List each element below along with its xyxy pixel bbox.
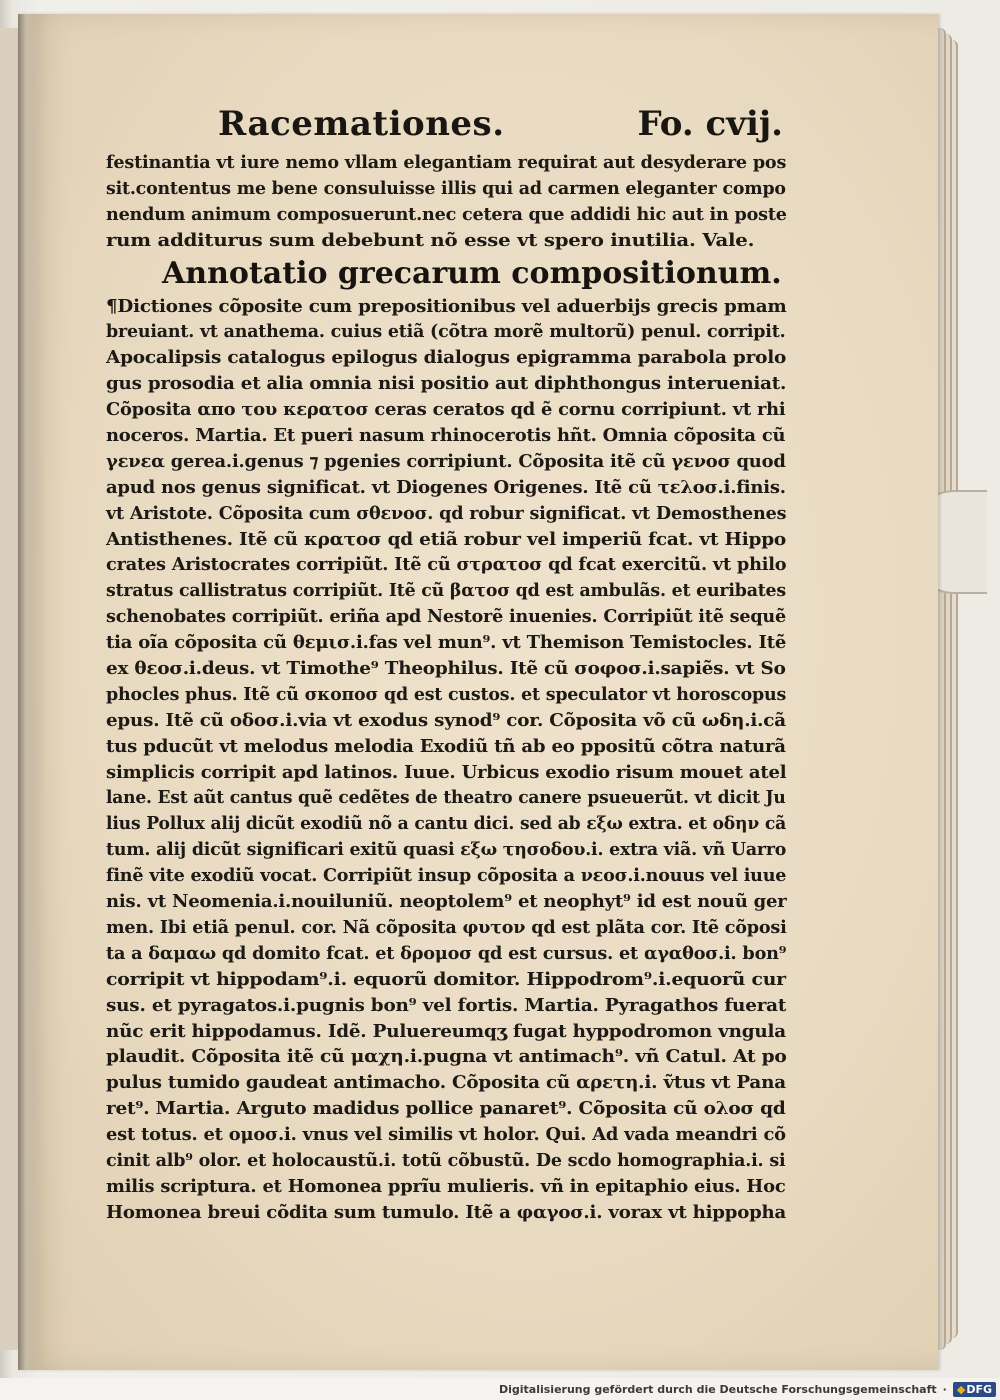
text-line: apud nos genus significat. vt Diogenes Origenes. Itẽ cũ τελοσ.i.finis. — [106, 476, 786, 498]
text-line: sit.contentus me bene consuluisse illis qui ad carmen eleganter compo — [106, 177, 786, 199]
text-line: tum. alij dicũt significari exitũ quasi εξω τησοδου.i. extra viã. vñ Uarro — [106, 839, 787, 861]
text-line: Antisthenes. Itẽ cũ κρατοσ qd etiã robur vel imperiũ fcat. vt Hippo — [106, 528, 786, 550]
running-head — [218, 104, 783, 148]
text-line: lius Pollux alij dicũt exodiũ nõ a cantu dici. sed ab εξω extra. et οδην cã — [106, 813, 787, 835]
text-line: finẽ vite exodiũ vocat. Corripiũt insup cõposita a νεοσ.i.nouus vel iuue — [106, 865, 787, 887]
text-line: est totus. et ομοσ.i. vnus vel similis vt holor. Qui. Ad vada meandri cõ — [106, 1124, 786, 1146]
footer-separator: · — [942, 1382, 947, 1396]
text-line: gus prosodia et alia omnia nisi positio aut diphthongus interueniat. — [106, 373, 787, 395]
funding-notice: Digitalisierung gefördert durch die Deutsche Forschungsgemeinschaft — [498, 1382, 937, 1396]
text-line: crates Aristocrates corripiũt. Itẽ cũ στρατοσ qd fcat exercitũ. vt philo — [106, 554, 787, 576]
text-line: sus. et pyragatos.i.pugnis bon⁹ vel fortis. Martia. Pyragathos fuerat — [106, 994, 787, 1016]
text-line: schenobates corripiũt. eriña apd Nestorẽ inuenies. Corripiũt itẽ sequẽ — [106, 606, 787, 628]
text-line: ex θεοσ.i.deus. vt Timothe⁹ Theophilus. Itẽ cũ σοφοσ.i.sapiẽs. vt So — [106, 658, 786, 680]
text-line: plaudit. Cõposita itẽ cũ μαχη.i.pugna vt antimach⁹. vñ Catul. At po — [106, 1046, 787, 1068]
dfg-mark-icon: ◆ — [956, 1382, 966, 1396]
text-line: Apocalipsis catalogus epilogus dialogus epigramma parabola prolo — [106, 347, 787, 369]
text-line: pulus tumido gaudeat antimacho. Cõposita cũ αρετη.i. ṽtus vt Pana — [106, 1072, 786, 1094]
dfg-logo-text: DFG — [966, 1382, 992, 1396]
text-line: γενεα gerea.i.genus ⁊ pgenies corripiunt. Cõposita itẽ cũ γενοσ quod — [106, 450, 786, 472]
text-line: nis. vt Neomenia.i.nouiluniũ. neoptolem⁹ et neophyt⁹ id est nouũ ger — [106, 891, 787, 913]
running-title: Racemationes. — [218, 104, 505, 144]
paragraph-before-heading — [106, 150, 786, 254]
text-line: festinantia vt iure nemo vllam elegantiam requirat aut desyderare pos — [106, 152, 787, 173]
text-line: phocles phus. Itẽ cũ σκοποσ qd est custos. et speculator vt horoscopus — [106, 683, 787, 705]
text-line: men. Ibi etiã penul. cor. Nã cõposita φυτον qd est plãta cor. Itẽ cõposi — [106, 916, 787, 938]
text-line: nendum animum composuerunt.nec cetera que addidi hic aut in poste — [106, 203, 787, 225]
text-line: lane. Est aũt cantus quẽ cedẽtes de theatro canere psueuerũt. vt dicit Ju — [106, 787, 786, 809]
text-line: cinit alb⁹ olor. et holocaustũ.i. totũ cõbustũ. De scdo homographia.i. si — [106, 1149, 786, 1171]
text-line: tus pducũt vt melodus melodia Exodiũ tñ ab eo ppositũ cõtra naturã — [106, 735, 786, 757]
section-heading: Annotatio grecarum compositionum. — [162, 255, 782, 291]
text-line: ta a δαμαω qd domito fcat. et δρομοσ qd est cursus. et αγαθοσ.i. bon⁹ — [106, 942, 787, 964]
folio-number: Fo. cvij. — [637, 104, 783, 144]
text-line: nũc erit hippodamus. Idẽ. Puluereumqʒ fugat hyppodromon vngula — [106, 1020, 786, 1042]
text-line: ret⁹. Martia. Arguto madidus pollice panaret⁹. Cõposita cũ ολοσ qd — [106, 1098, 786, 1120]
text-line: rum additurus sum debebunt nõ esse vt spero inutilia. Vale. — [106, 229, 755, 251]
footer-bar — [0, 1378, 1000, 1400]
text-line: tia oĩa cõposita cũ θεμισ.i.fas vel mun⁹. vt Themison Temistocles. Itẽ — [106, 632, 787, 654]
text-block — [106, 150, 786, 1226]
text-line: Cõposita απο του κερατοσ ceras ceratos qd ẽ cornu corripiunt. vt rhi — [106, 399, 786, 421]
text-line: simplicis corripit apd latinos. Iuue. Urbicus exodio risum mouet atel — [106, 761, 787, 783]
text-line: epus. Itẽ cũ οδοσ.i.via vt exodus synod⁹ cor. Cõposita võ cũ ωδη.i.cã — [106, 709, 786, 731]
text-line: Homonea breui cõdita sum tumulo. Itẽ a φαγοσ.i. vorax vt hippopha — [106, 1201, 787, 1223]
text-line: vt Aristote. Cõposita cum σθενοσ. qd robur significat. vt Demosthenes — [106, 502, 787, 524]
paragraph-after-heading — [106, 294, 786, 1226]
text-line: ¶Dictiones cõposite cum prepositionibus vel aduerbijs grecis pmam — [106, 295, 787, 317]
text-line: breuiant. vt anathema. cuius etiã (cõtra morẽ multorũ) penul. corripit. — [106, 321, 786, 343]
text-line: stratus callistratus corripiũt. Itẽ cũ βατοσ qd est ambulãs. et euribates — [106, 580, 786, 602]
dfg-logo-icon[interactable] — [953, 1382, 996, 1397]
text-line: corripit vt hippodam⁹.i. equorũ domitor. Hippodrom⁹.i.equorũ cur — [106, 968, 786, 990]
text-line: milis scriptura. et Homonea pprĩu mulieris. vñ in epitaphio eius. Hoc — [106, 1175, 786, 1197]
text-line: noceros. Martia. Et pueri nasum rhinocerotis hñt. Omnia cõposita cũ — [106, 425, 786, 447]
scanned-page — [18, 14, 938, 1370]
